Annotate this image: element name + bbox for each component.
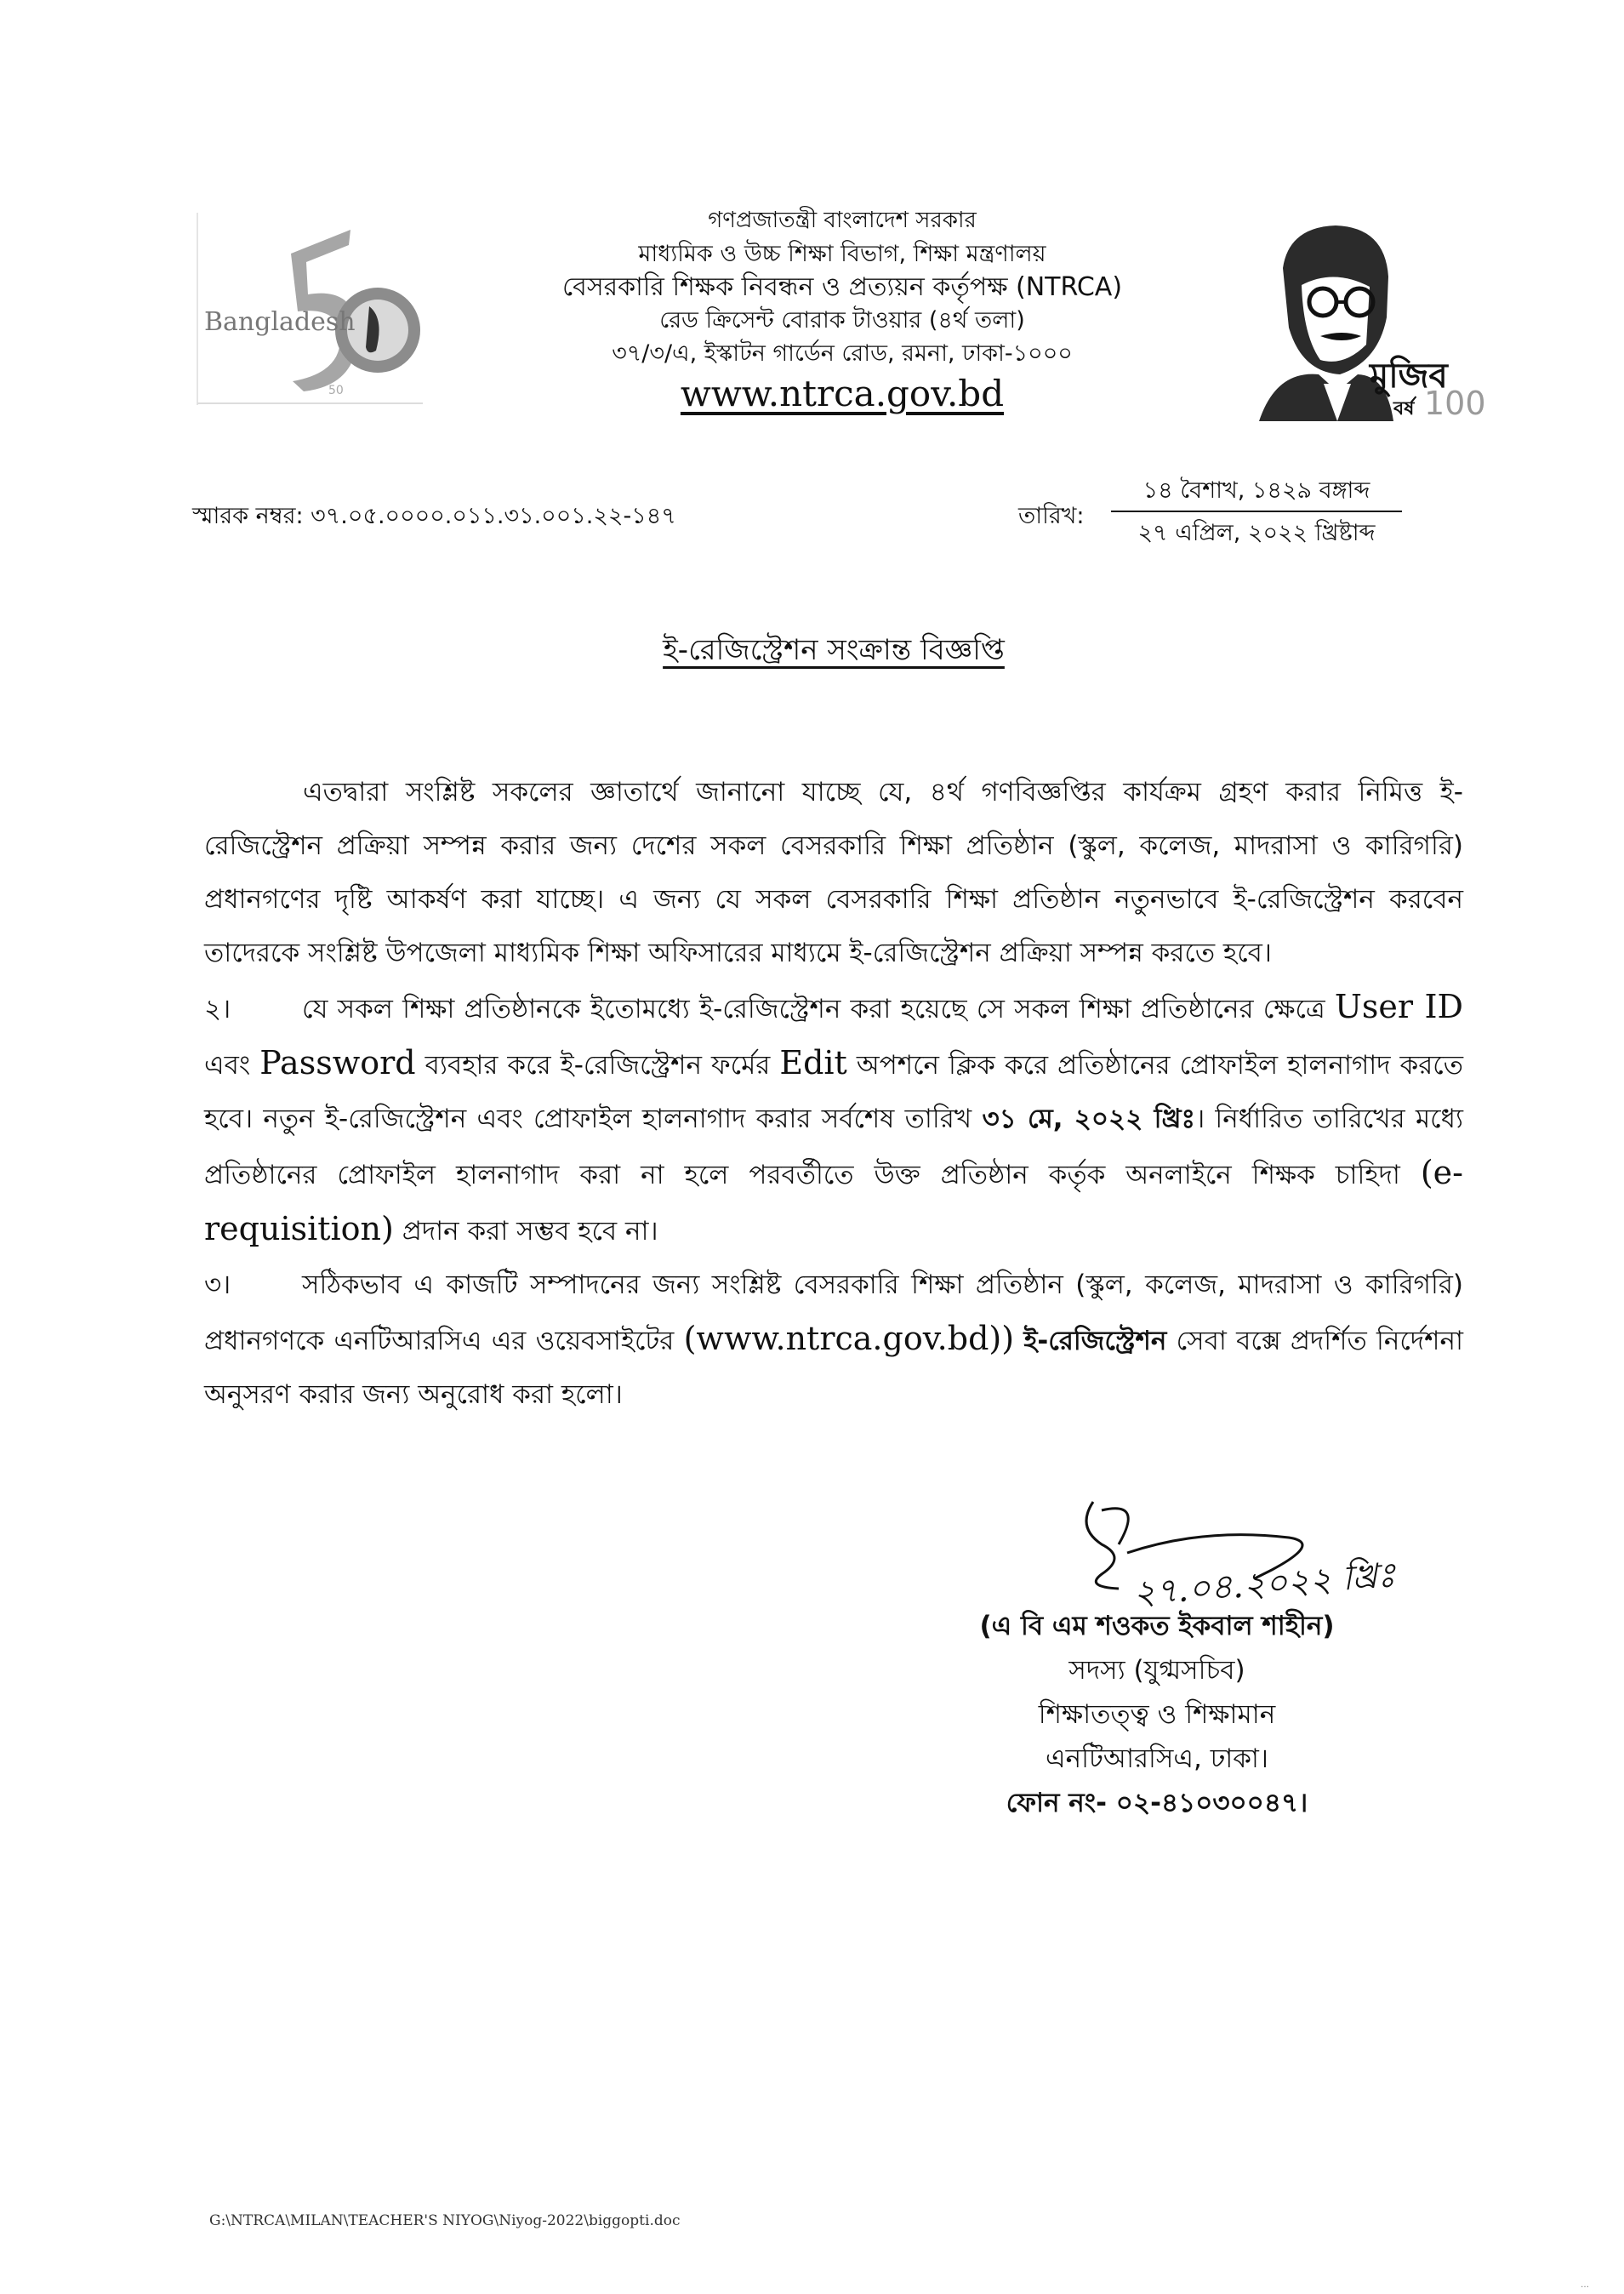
mujib-borsho-logo — [1242, 217, 1486, 422]
password-term: Password — [259, 1044, 416, 1081]
edit-term: Edit — [779, 1044, 847, 1081]
svg-text:100: 100 — [1424, 385, 1486, 422]
government-name: গণপ্রজাতন্ত্রী বাংলাদেশ সরকার — [708, 208, 977, 233]
date-label: তারিখ: — [1018, 503, 1085, 529]
svg-text:মুজিব: মুজিব — [1370, 357, 1448, 396]
signatory-department: শিক্ষাতত্ত্ব ও শিক্ষামান — [1038, 1699, 1276, 1730]
svg-text:Bangladesh: Bangladesh — [204, 307, 356, 337]
paragraph-3: ৩। সঠিকভাব এ কাজটি সম্পাদনের জন্য সংশ্লিষ্ট বেসরকারি শিক্ষা প্রতিষ্ঠান (স্কুল, কলেজ, মাদরাসা ও কারিগরি) প্রধানগণকে এনটিআরসিএ এর ওয়েবসাইটের (www.ntrca.gov.bd)) ই-রেজিস্ট্রেশন সেবা বক্সে প্রদর্শিত নির্দেশনা অনুসরণ করার জন্য অনুরোধ করা হলো। — [204, 1258, 1463, 1422]
paragraph-2-number: ২। — [204, 994, 231, 1024]
signatory-phone: ফোন নং- ০২-৪১০৩০০৪৭। — [1006, 1788, 1308, 1818]
notice-body — [204, 766, 1463, 1422]
date-divider — [1111, 511, 1402, 512]
signatory-name: (এ বি এম শওকত ইকবাল শাহীন) — [979, 1611, 1335, 1641]
paragraph-2: ২। যে সকল শিক্ষা প্রতিষ্ঠানকে ইতোমধ্যে ই-রেজিস্ট্রেশন করা হয়েছে সে সকল শিক্ষা প্রতিষ্ঠানের ক্ষেত্রে User ID এবং Password ব্যবহার করে ই-রেজিস্ট্রেশন ফর্মের Edit অপশনে ক্লিক করে প্রতিষ্ঠানের প্রোফাইল হালনাগাদ করতে হবে। নতুন ই-রেজিস্ট্রেশন এবং প্রোফাইল হালনাগাদ করার সর্বশেষ তারিখ ৩১ মে, ২০২২ খ্রিঃ। নির্ধারিত তারিখের মধ্যে প্রতিষ্ঠানের প্রোফাইল হালনাগাদ করা না হলে পরবর্তীতে উক্ত প্রতিষ্ঠান কর্তৃক অনলাইনে শিক্ষক চাহিদা (e-requisition) প্রদান করা সম্ভব হবে না। — [204, 980, 1463, 1258]
signatory-office: এনটিআরসিএ, ঢাকা। — [1046, 1743, 1268, 1774]
file-path-footer: G:\NTRCA\MILAN\TEACHER'S NIYOG\Niyog-2022\biggopti.doc — [209, 2212, 681, 2229]
scan-corner-mark: … — [1581, 2280, 1589, 2290]
svg-text:50: 50 — [328, 384, 344, 397]
letterhead — [476, 204, 1208, 416]
handwritten-date: ২৭.০৪.২০২২ খ্রিঃ — [1131, 1555, 1397, 1613]
ministry-name: মাধ্যমিক ও উচ্চ শিক্ষা বিভাগ, শিক্ষা মন্ত্রণালয় — [638, 241, 1046, 267]
signatory-designation: সদস্য (যুগ্মসচিব) — [1068, 1655, 1245, 1686]
authority-name: বেসরকারি শিক্ষক নিবন্ধন ও প্রত্যয়ন কর্তৃপক্ষ (NTRCA) — [561, 272, 1123, 302]
svg-text:বর্ষ: বর্ষ — [1393, 398, 1415, 419]
paragraph-3-number: ৩। — [204, 1270, 231, 1300]
deadline-date: ৩১ মে, ২০২২ খ্রিঃ — [982, 1104, 1196, 1134]
user-id-term: User ID — [1334, 988, 1463, 1025]
building-address: রেড ক্রিসেন্ট বোরাক টাওয়ার (৪র্থ তলা) — [659, 307, 1025, 334]
paragraph-1: এতদ্বারা সংশ্লিষ্ট সকলের জ্ঞাতার্থে জানানো যাচ্ছে যে, ৪র্থ গণবিজ্ঞপ্তির কার্যক্রম গ্রহণ করার নিমিত্ত ই-রেজিস্ট্রেশন প্রক্রিয়া সম্পন্ন করার জন্য দেশের সকল বেসরকারি শিক্ষা প্রতিষ্ঠান (স্কুল, কলেজ, মাদরাসা ও কারিগরি) প্রধানগণের দৃষ্টি আকর্ষণ করা যাচ্ছে। এ জন্য যে সকল বেসরকারি শিক্ষা প্রতিষ্ঠান নতুনভাবে ই-রেজিস্ট্রেশন করবেন তাদেরকে সংশ্লিষ্ট উপজেলা মাধ্যমিক শিক্ষা অফিসারের মাধ্যমে ই-রেজিস্ট্রেশন প্রক্রিয়া সম্পন্ন করতে হবে। — [204, 777, 1463, 968]
e-requisition-term: (e-requisition) — [204, 1154, 1463, 1247]
website-link[interactable]: www.ntrca.gov.bd — [680, 373, 1005, 414]
street-address: ৩৭/৩/এ, ইস্কাটন গার্ডেন রোড, রমনা, ঢাকা-১০০০ — [612, 340, 1073, 367]
signatory-block — [902, 1604, 1412, 1825]
date-english: ২৭ এপ্রিল, ২০২২ খ্রিষ্টাব্দ — [1137, 520, 1376, 546]
website-reference[interactable]: (www.ntrca.gov.bd)) — [683, 1320, 1015, 1357]
bangladesh-50-logo — [189, 211, 427, 407]
e-registration-term: ই-রেজিস্ট্রেশন — [1023, 1326, 1167, 1356]
notice-title: ই-রেজিস্ট্রেশন সংক্রান্ত বিজ্ঞপ্তি — [663, 633, 1005, 667]
memo-number: স্মারক নম্বর: ৩৭.০৫.০০০০.০১১.৩১.০০১.২২-১৪৭ — [192, 503, 676, 529]
date-bangla: ১৪ বৈশাখ, ১৪২৯ বঙ্গাব্দ — [1142, 477, 1370, 504]
